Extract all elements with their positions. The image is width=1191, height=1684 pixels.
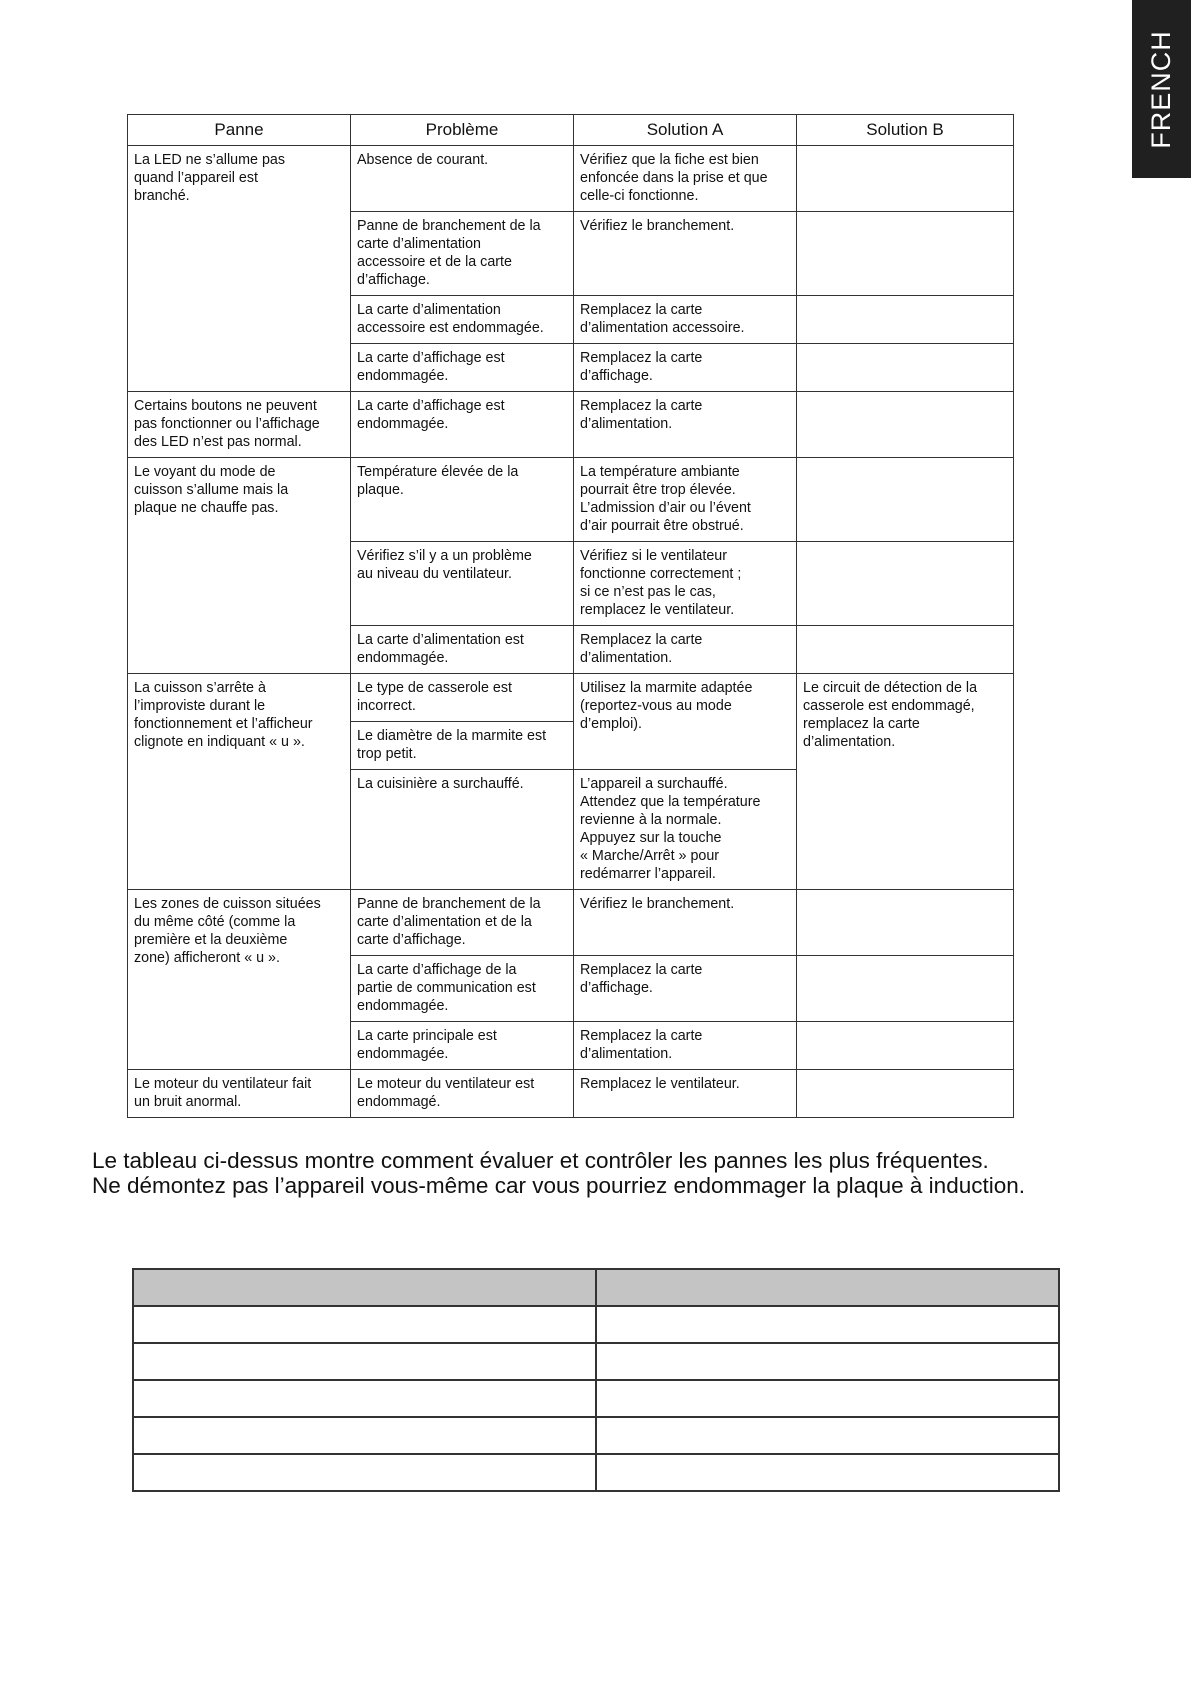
solution-b-cell: [797, 542, 1014, 626]
solution-a-cell: Remplacez la carte d’alimentation.: [574, 626, 797, 674]
spec-cell: [596, 1343, 1059, 1380]
solution-a-cell: Remplacez la carte d’alimentation.: [574, 1022, 797, 1070]
solution-b-cell: [797, 956, 1014, 1022]
solution-a-cell: Vérifiez le branchement.: [574, 212, 797, 296]
panne-cell: Le moteur du ventilateur fait un bruit anormal.: [128, 1070, 351, 1118]
solution-a-cell: La température ambiante pourrait être trop élevée. L’admission d’air ou l’évent d’air pourrait être obstrué.: [574, 458, 797, 542]
header-solution-b: Solution B: [797, 115, 1014, 146]
panne-cell: Le voyant du mode de cuisson s’allume mais la plaque ne chauffe pas.: [128, 458, 351, 674]
language-tab: [1132, 0, 1191, 178]
spec-row: [133, 1343, 1059, 1380]
solution-b-cell: [797, 626, 1014, 674]
probleme-cell: Absence de courant.: [351, 146, 574, 212]
spec-header-row: [133, 1269, 1059, 1306]
solution-b-cell: Le circuit de détection de la casserole est endommagé, remplacez la carte d’alimentation.: [797, 674, 1014, 890]
spec-cell: [133, 1380, 596, 1417]
probleme-cell: Panne de branchement de la carte d’alimentation accessoire et de la carte d’affichage.: [351, 212, 574, 296]
header-solution-a: Solution A: [574, 115, 797, 146]
solution-a-cell: L’appareil a surchauffé. Attendez que la température revienne à la normale. Appuyez sur la touche « Marche/Arrêt » pour redémarrer l’appareil.: [574, 770, 797, 890]
probleme-cell: La carte d’affichage de la partie de communication est endommagée.: [351, 956, 574, 1022]
table-row: [128, 146, 1014, 212]
solution-b-cell: [797, 296, 1014, 344]
spec-row: [133, 1454, 1059, 1491]
probleme-cell: Température élevée de la plaque.: [351, 458, 574, 542]
spec-cell: [596, 1306, 1059, 1343]
table-header-row: [128, 115, 1014, 146]
spec-cell: [133, 1343, 596, 1380]
solution-b-cell: [797, 458, 1014, 542]
probleme-cell: Vérifiez s’il y a un problème au niveau du ventilateur.: [351, 542, 574, 626]
panne-cell: Les zones de cuisson situées du même côté (comme la première et la deuxième zone) afficheront « u ».: [128, 890, 351, 1070]
table-row: [128, 1070, 1014, 1118]
troubleshooting-table: [127, 114, 1014, 1118]
solution-b-cell: [797, 1070, 1014, 1118]
solution-b-cell: [797, 146, 1014, 212]
solution-a-cell: Remplacez la carte d’affichage.: [574, 344, 797, 392]
note-paragraph: [92, 1148, 1112, 1198]
probleme-cell: La carte principale est endommagée.: [351, 1022, 574, 1070]
spec-cell: [133, 1306, 596, 1343]
solution-a-cell: Vérifiez le branchement.: [574, 890, 797, 956]
spec-row: [133, 1306, 1059, 1343]
spec-cell: [596, 1454, 1059, 1491]
solution-b-cell: [797, 392, 1014, 458]
empty-spec-table: [132, 1268, 1060, 1492]
solution-a-cell: Utilisez la marmite adaptée (reportez-vous au mode d’emploi).: [574, 674, 797, 770]
note-line-1: Le tableau ci-dessus montre comment évaluer et contrôler les pannes les plus fréquentes.: [92, 1148, 989, 1173]
table-row: [128, 674, 1014, 722]
table-row: [128, 458, 1014, 542]
probleme-cell: La cuisinière a surchauffé.: [351, 770, 574, 890]
solution-a-cell: Remplacez le ventilateur.: [574, 1070, 797, 1118]
panne-cell: La cuisson s’arrête à l’improviste durant le fonctionnement et l’afficheur clignote en indiquant « u ».: [128, 674, 351, 890]
header-probleme: Problème: [351, 115, 574, 146]
spec-row: [133, 1417, 1059, 1454]
probleme-cell: Le moteur du ventilateur est endommagé.: [351, 1070, 574, 1118]
probleme-cell: Le diamètre de la marmite est trop petit.: [351, 722, 574, 770]
probleme-cell: La carte d’affichage est endommagée.: [351, 392, 574, 458]
table-row: [128, 890, 1014, 956]
spec-cell: [133, 1454, 596, 1491]
solution-a-cell: Remplacez la carte d’affichage.: [574, 956, 797, 1022]
solution-b-cell: [797, 890, 1014, 956]
solution-a-cell: Remplacez la carte d’alimentation accessoire.: [574, 296, 797, 344]
spec-cell: [596, 1380, 1059, 1417]
language-tab-label: FRENCH: [1146, 29, 1176, 149]
solution-a-cell: Remplacez la carte d’alimentation.: [574, 392, 797, 458]
solution-b-cell: [797, 344, 1014, 392]
probleme-cell: La carte d’affichage est endommagée.: [351, 344, 574, 392]
probleme-cell: Le type de casserole est incorrect.: [351, 674, 574, 722]
probleme-cell: La carte d’alimentation est endommagée.: [351, 626, 574, 674]
solution-b-cell: [797, 1022, 1014, 1070]
spec-cell: [596, 1417, 1059, 1454]
spec-row: [133, 1380, 1059, 1417]
solution-a-cell: Vérifiez que la fiche est bien enfoncée dans la prise et que celle-ci fonctionne.: [574, 146, 797, 212]
table-row: [128, 392, 1014, 458]
note-line-2: Ne démontez pas l’appareil vous-même car vous pourriez endommager la plaque à induction.: [92, 1173, 1026, 1198]
spec-cell: [133, 1417, 596, 1454]
header-panne: Panne: [128, 115, 351, 146]
spec-header-cell: [596, 1269, 1059, 1306]
panne-cell: Certains boutons ne peuvent pas fonctionner ou l’affichage des LED n’est pas normal.: [128, 392, 351, 458]
solution-a-cell: Vérifiez si le ventilateur fonctionne correctement ; si ce n’est pas le cas, remplacez le ventilateur.: [574, 542, 797, 626]
spec-header-cell: [133, 1269, 596, 1306]
panne-cell: La LED ne s’allume pas quand l’appareil est branché.: [128, 146, 351, 392]
solution-b-cell: [797, 212, 1014, 296]
probleme-cell: La carte d’alimentation accessoire est endommagée.: [351, 296, 574, 344]
probleme-cell: Panne de branchement de la carte d’alimentation et de la carte d’affichage.: [351, 890, 574, 956]
